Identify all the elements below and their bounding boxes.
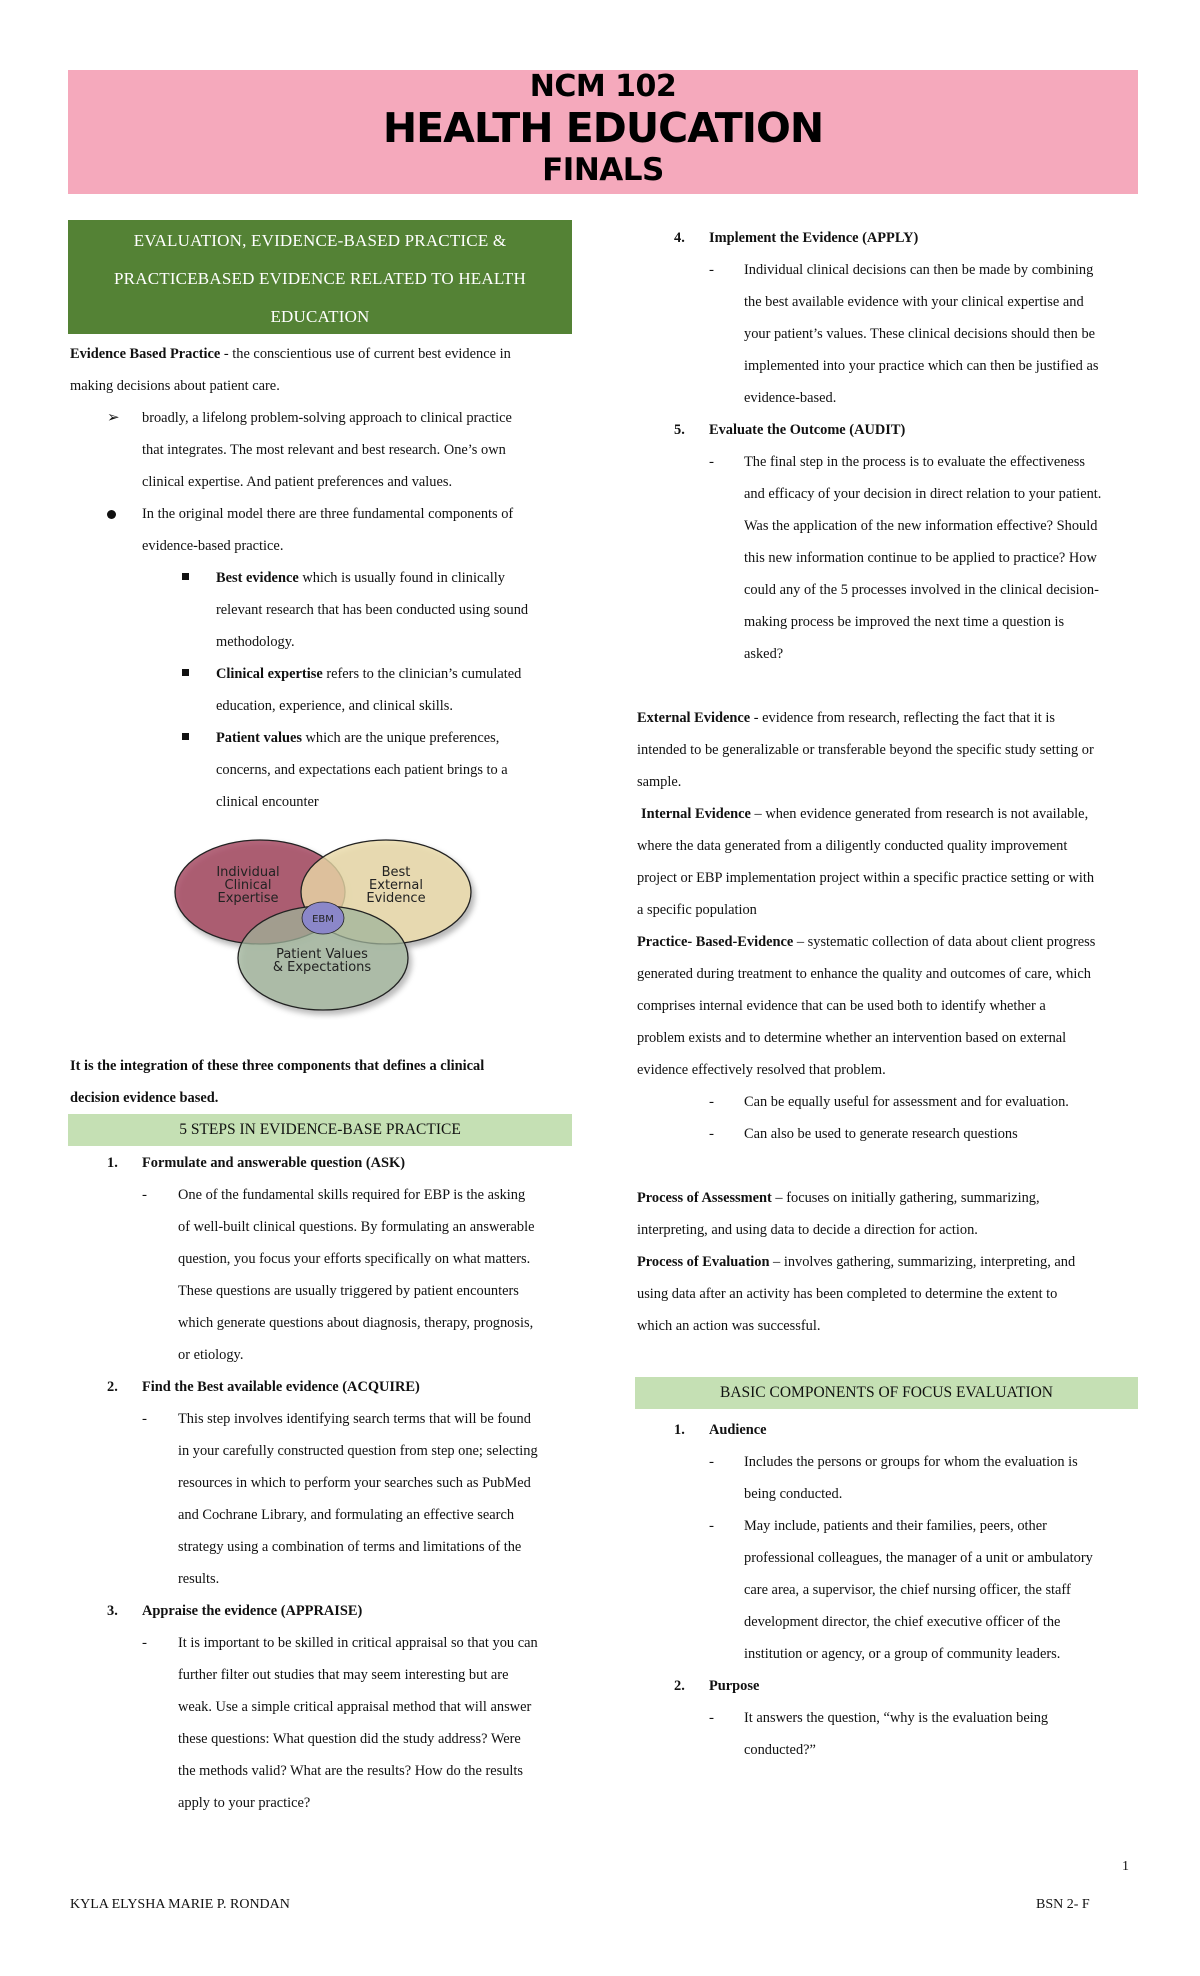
definition-line: which an action was successful. [637, 1318, 821, 1334]
component-text: which are the unique preferences, [301, 730, 500, 746]
step-number: 3. [107, 1603, 118, 1619]
step-line: resources in which to perform your searches such as PubMed [178, 1475, 531, 1491]
step-title: Find the Best available evidence (ACQUIRE) [142, 1379, 420, 1395]
step-line: weak. Use a simple critical appraisal method that will answer [178, 1699, 532, 1715]
step-number: 5. [674, 422, 685, 438]
focus-title: Purpose [709, 1678, 760, 1694]
internal-evidence [641, 798, 1088, 830]
component-line: clinical encounter [216, 794, 319, 810]
term: Internal Evidence [641, 806, 751, 822]
component-patient-values [216, 722, 499, 754]
component-text: refers to the clinician’s cumulated [322, 666, 522, 682]
venn-label: Patient Values [276, 947, 368, 962]
page-number: 1 [1122, 1859, 1129, 1874]
focus-line: Includes the persons or groups for whom the evaluation is [744, 1454, 1078, 1470]
venn-label: External [369, 878, 423, 893]
definition-line: where the data generated from a diligently conducted quality improvement [637, 838, 1068, 854]
step-line: implemented into your practice which can then be justified as [744, 358, 1099, 374]
term: Practice- Based-Evidence [637, 934, 794, 950]
step-title: Evaluate the Outcome (AUDIT) [709, 422, 906, 438]
process-of-assessment [637, 1182, 1040, 1214]
process-of-evaluation [637, 1246, 1075, 1278]
focus-line: institution or agency, or a group of community leaders. [744, 1646, 1061, 1662]
practice-based-evidence [637, 926, 1095, 958]
component-term: Patient values [216, 730, 302, 746]
venn-label: Individual [216, 865, 280, 880]
step-line: your patient’s values. These clinical decisions should then be [744, 326, 1096, 342]
step-line: these questions: What question did the study address? Were [178, 1731, 521, 1747]
step-line: apply to your practice? [178, 1795, 311, 1811]
ebp-def-line: making decisions about patient care. [70, 378, 280, 394]
step-title: Implement the Evidence (APPLY) [709, 230, 919, 246]
arrow-bullet-line: clinical expertise. And patient preferences and values. [142, 474, 453, 490]
integration-line: It is the integration of these three components that defines a clinical [70, 1058, 485, 1074]
component-term: Best evidence [216, 570, 299, 586]
step-number: 2. [107, 1379, 118, 1395]
definition-text: – when evidence generated from research is not available, [750, 806, 1089, 822]
step-line: the methods valid? What are the results? How do the results [178, 1763, 524, 1779]
section-title [68, 220, 572, 334]
term: Process of Evaluation [637, 1254, 770, 1270]
ebp-definition [70, 338, 570, 370]
dash-bullet: - [709, 1710, 714, 1726]
step-number: 1. [107, 1155, 118, 1171]
step-line: strategy using a combination of terms and limitations of the [178, 1539, 522, 1555]
dash-bullet: - [709, 1094, 714, 1110]
component-line: methodology. [216, 634, 295, 650]
dash-bullet: - [709, 454, 714, 470]
term-label: FINALS [542, 152, 664, 188]
component-line: relevant research that has been conducted using sound [216, 602, 529, 618]
focus-line: care area, a supervisor, the chief nursing officer, the staff [744, 1582, 1071, 1598]
term: Process of Assessment [637, 1190, 772, 1206]
arrow-bullet-line: that integrates. The most relevant and best research. One’s own [142, 442, 506, 458]
step-line: further filter out studies that may seem interesting but are [178, 1667, 509, 1683]
step-line: this new information continue to be applied to practice? How [744, 550, 1097, 566]
definition-line: comprises internal evidence that can be used both to identify whether a [637, 998, 1046, 1014]
term: External Evidence [637, 710, 751, 726]
definition-line: interpreting, and using data to decide a direction for action. [637, 1222, 978, 1238]
focus-number: 1. [674, 1422, 685, 1438]
component-best-evidence [216, 562, 505, 594]
ebp-def-text: - the conscientious use of current best evidence in [220, 346, 511, 362]
step-line: evidence-based. [744, 390, 837, 406]
step-line: This step involves identifying search terms that will be found [178, 1411, 531, 1427]
definition-line: generated during treatment to enhance the quality and outcomes of care, which [637, 966, 1091, 982]
dot-bullet-line: In the original model there are three fundamental components of [142, 506, 514, 522]
dash-bullet: - [709, 1126, 714, 1142]
dash-bullet: - [142, 1411, 147, 1427]
venn-label: Expertise [217, 891, 279, 906]
focus-line: being conducted. [744, 1486, 843, 1502]
definition-line: project or EBP implementation project within a specific practice setting or with [637, 870, 1095, 886]
component-term: Clinical expertise [216, 666, 323, 682]
step-line: results. [178, 1571, 220, 1587]
step-line: and efficacy of your decision in direct relation to your patient. [744, 486, 1102, 502]
integration-line: decision evidence based. [70, 1090, 219, 1106]
focus-evaluation-heading: BASIC COMPONENTS OF FOCUS EVALUATION [635, 1377, 1138, 1409]
ebp-term: Evidence Based Practice [70, 346, 221, 362]
component-line: concerns, and expectations each patient brings to a [216, 762, 508, 778]
step-title: Appraise the evidence (APPRAISE) [142, 1603, 363, 1619]
definition-text: - evidence from research, reflecting the fact that it is [750, 710, 1055, 726]
dot-bullet-line: evidence-based practice. [142, 538, 284, 554]
definition-line: problem exists and to determine whether an intervention based on external [637, 1030, 1067, 1046]
focus-line: development director, the chief executive officer of the [744, 1614, 1061, 1630]
square-bullet-icon [182, 573, 189, 580]
step-line: The final step in the process is to evaluate the effectiveness [744, 454, 1085, 470]
step-line: Was the application of the new information effective? Should [744, 518, 1098, 534]
section-title-line: PRACTICEBASED EVIDENCE RELATED TO HEALTH [114, 269, 526, 288]
steps-heading: 5 STEPS IN EVIDENCE-BASE PRACTICE [68, 1114, 572, 1146]
pbe-bullet: Can be equally useful for assessment and for evaluation. [744, 1094, 1069, 1110]
step-line: which generate questions about diagnosis, therapy, prognosis, [178, 1315, 534, 1331]
arrow-bullet-icon: ➢ [107, 410, 120, 426]
title-banner [68, 70, 1138, 194]
dash-bullet: - [142, 1187, 147, 1203]
author-name: KYLA ELYSHA MARIE P. RONDAN [70, 1897, 290, 1912]
focus-line: professional colleagues, the manager of a unit or ambulatory [744, 1550, 1093, 1566]
step-line: Individual clinical decisions can then be made by combining [744, 262, 1094, 278]
definition-text: – focuses on initially gathering, summarizing, [771, 1190, 1040, 1206]
arrow-bullet-line: broadly, a lifelong problem-solving approach to clinical practice [142, 410, 512, 426]
step-line: the best available evidence with your clinical expertise and [744, 294, 1084, 310]
round-bullet-icon [107, 510, 116, 519]
square-bullet-icon [182, 733, 189, 740]
course-code: NCM 102 [529, 69, 677, 104]
step-line: making process be improved the next time a question is [744, 614, 1065, 630]
venn-label: & Expectations [272, 960, 372, 975]
definition-line: evidence effectively resolved that problem. [637, 1062, 886, 1078]
focus-line: conducted?” [744, 1742, 816, 1758]
focus-number: 2. [674, 1678, 685, 1694]
step-line: or etiology. [178, 1347, 244, 1363]
component-clinical-expertise [216, 658, 521, 690]
dash-bullet: - [709, 262, 714, 278]
step-line: These questions are usually triggered by patient encounters [178, 1283, 519, 1299]
definition-line: intended to be generalizable or transferable beyond the specific study setting or [637, 742, 1094, 758]
definition-line: a specific population [637, 902, 757, 918]
definition-text: – systematic collection of data about client progress [793, 934, 1096, 950]
definition-text: – involves gathering, summarizing, interpreting, and [769, 1254, 1076, 1270]
step-number: 4. [674, 230, 685, 246]
section-title-line: EDUCATION [270, 307, 370, 326]
step-line: could any of the 5 processes involved in the clinical decision- [744, 582, 1099, 598]
pbe-bullet: Can also be used to generate research questions [744, 1126, 1018, 1142]
focus-line: May include, patients and their families, peers, other [744, 1518, 1047, 1534]
step-line: question, you focus your efforts specifically on what matters. [178, 1251, 531, 1267]
component-text: which is usually found in clinically [298, 570, 505, 586]
venn-label: Evidence [366, 891, 426, 906]
class-section: BSN 2- F [1036, 1897, 1090, 1912]
component-line: education, experience, and clinical skills. [216, 698, 453, 714]
step-line: It is important to be skilled in critical appraisal so that you can [178, 1635, 538, 1651]
step-title: Formulate and answerable question (ASK) [142, 1155, 406, 1171]
definition-line: using data after an activity has been completed to determine the extent to [637, 1286, 1058, 1302]
section-title-line: EVALUATION, EVIDENCE-BASED PRACTICE & [133, 231, 507, 250]
venn-label: Best [381, 865, 411, 880]
dash-bullet: - [142, 1635, 147, 1651]
venn-label: Clinical [224, 878, 272, 893]
step-line: of well-built clinical questions. By formulating an answerable [178, 1219, 535, 1235]
course-title: HEALTH EDUCATION [382, 104, 824, 152]
external-evidence [637, 702, 1055, 734]
focus-line: It answers the question, “why is the evaluation being [744, 1710, 1049, 1726]
dash-bullet: - [709, 1454, 714, 1470]
step-line: One of the fundamental skills required for EBP is the asking [178, 1187, 526, 1203]
step-line: and Cochrane Library, and formulating an effective search [178, 1507, 515, 1523]
ebm-venn-diagram [160, 830, 490, 1020]
step-line: asked? [744, 646, 784, 662]
step-line: in your carefully constructed question from step one; selecting [178, 1443, 538, 1459]
dash-bullet: - [709, 1518, 714, 1534]
venn-center-label: EBM [312, 914, 334, 925]
focus-title: Audience [709, 1422, 767, 1438]
definition-line: sample. [637, 774, 682, 790]
square-bullet-icon [182, 669, 189, 676]
